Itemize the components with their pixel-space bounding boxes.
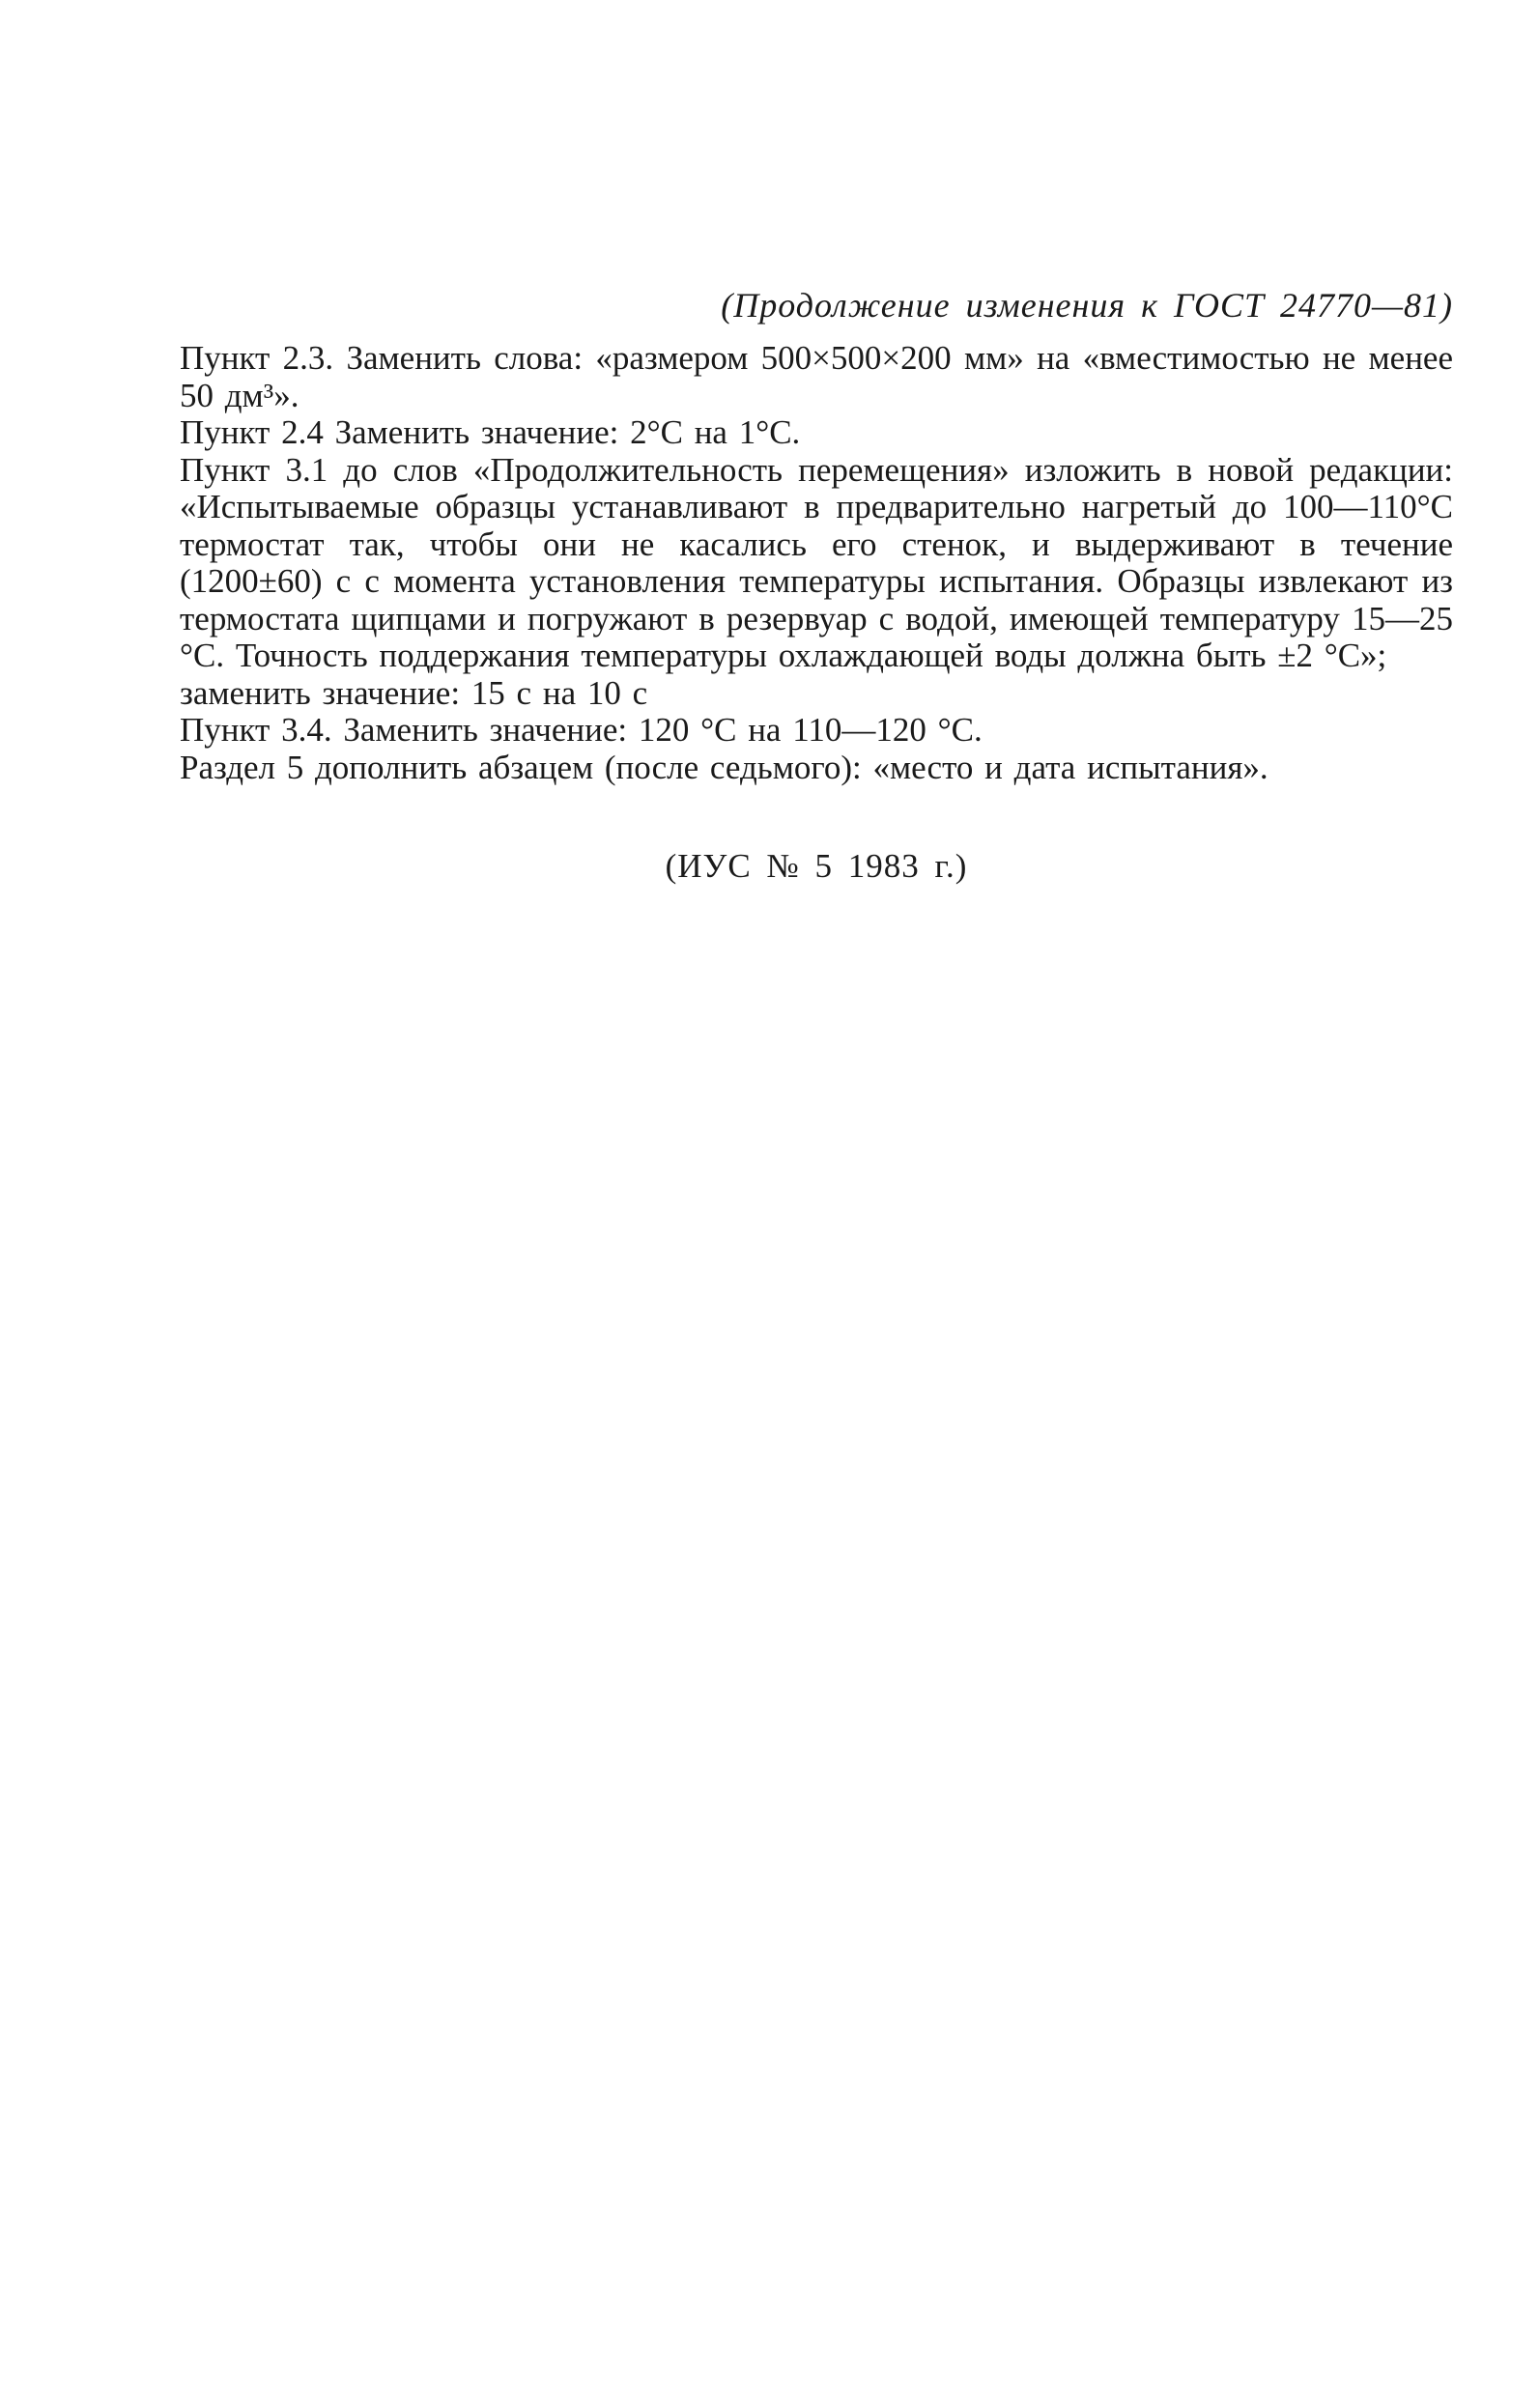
amendment-text <box>180 340 1453 786</box>
paragraph-item-replace-value <box>180 675 1453 713</box>
paragraph-item-section-5 <box>180 750 1453 787</box>
paragraph-text: Пункт 3.1 до слов «Продолжительность перемещения» изложить в новой редакции: «Испытываемые образцы устанавливают в предварительно нагретый до 100—110°С термостат так, чтобы они не касались его стенок, и выдерживают в течение (1200±60) с с момента установления температуры испытания. Образцы извлекают из термостата щипцами и погружают в резервуар с водой, имеющей температуру 15—25 °С. Точность поддержания температуры охлаждающей воды должна быть ±2 °С»; <box>180 450 1453 674</box>
paragraph-item-2-3 <box>180 340 1453 414</box>
paragraph-text: Раздел 5 дополнить абзацем (после седьмого): «место и дата испытания». <box>180 748 1268 786</box>
paragraph-text: Пункт 3.4. Заменить значение: 120 °С на 110—120 °С. <box>180 711 983 749</box>
paragraph-text: заменить значение: 15 с на 10 с <box>180 673 648 712</box>
source-reference: (ИУС № 5 1983 г.) <box>665 847 968 885</box>
paragraph-text: Пункт 2.4 Заменить значение: 2°С на 1°С. <box>180 413 801 451</box>
continuation-header: (Продолжение изменения к ГОСТ 24770—81) <box>721 286 1453 325</box>
paragraph-item-2-4 <box>180 414 1453 452</box>
paragraph-item-3-4 <box>180 712 1453 750</box>
paragraph-item-3-1 <box>180 452 1453 675</box>
paragraph-text: Пункт 2.3. Заменить слова: «размером 500×500×200 мм» на «вместимостью не менее 50 дм³». <box>180 339 1453 414</box>
